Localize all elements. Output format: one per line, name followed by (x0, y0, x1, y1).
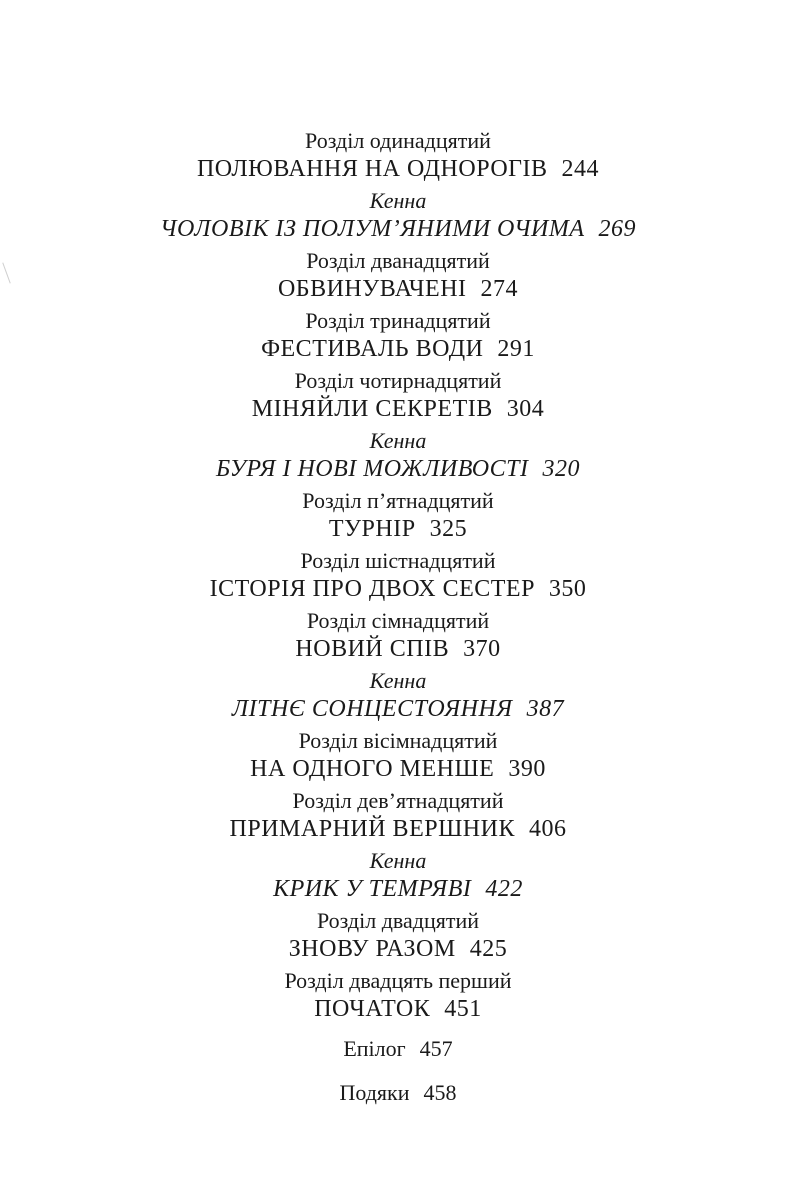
epilogue-label: Епілог (343, 1036, 406, 1061)
chapter-label: Розділ тринадцятий (305, 308, 491, 333)
chapter-title: ЗНОВУ РАЗОМ (288, 936, 456, 962)
chapter-title: ЛІТНЄ СОНЦЕСТОЯННЯ (231, 696, 513, 722)
chapter-title-line (0, 694, 796, 724)
chapter-title-line (0, 394, 796, 424)
chapter-title-line (0, 754, 796, 784)
page-number: 422 (485, 876, 523, 902)
chapter-label: Кенна (369, 668, 427, 693)
toc-entry (0, 188, 796, 244)
acknowledgements-label: Подяки (339, 1080, 410, 1105)
chapter-label: Розділ шістнадцятий (300, 548, 496, 573)
toc-entry (0, 908, 796, 964)
toc-entry (0, 848, 796, 904)
toc-entry (0, 368, 796, 424)
page-number: 320 (542, 456, 580, 482)
chapter-title: НОВИЙ СПІВ (295, 636, 450, 662)
chapter-title: ТУРНІР (328, 516, 416, 542)
page-number: 370 (463, 636, 501, 662)
chapter-title: ФЕСТИВАЛЬ ВОДИ (261, 336, 484, 362)
toc-entry (0, 128, 796, 184)
chapter-label: Розділ одинадцятий (305, 128, 491, 153)
chapter-title: ЧОЛОВІК ІЗ ПОЛУМ’ЯНИМИ ОЧИМА (160, 216, 585, 242)
chapter-title-line (0, 214, 796, 244)
chapter-title: ІСТОРІЯ ПРО ДВОХ СЕСТЕР (209, 576, 535, 602)
toc-entry (0, 668, 796, 724)
chapter-label: Розділ вісімнадцятий (298, 728, 498, 753)
chapter-title-line (0, 154, 796, 184)
chapter-title: ПОЧАТОК (314, 996, 431, 1022)
chapter-title: НА ОДНОГО МЕНШЕ (250, 756, 495, 782)
chapter-label: Розділ двадцять перший (284, 968, 512, 993)
chapter-label: Кенна (369, 428, 427, 453)
acknowledgements-line (0, 1078, 796, 1108)
page-number: 457 (419, 1036, 453, 1061)
page-number: 390 (508, 756, 546, 782)
chapter-title-line (0, 814, 796, 844)
chapter-title-line (0, 934, 796, 964)
chapter-label: Розділ чотирнадцятий (294, 368, 502, 393)
toc-entry (0, 728, 796, 784)
chapter-label: Розділ п’ятнадцятий (302, 488, 494, 513)
page-number: 304 (506, 396, 545, 422)
page-number: 425 (469, 936, 508, 962)
page-number: 406 (528, 816, 567, 842)
toc-entry (0, 788, 796, 844)
chapter-title-line (0, 334, 796, 364)
page-number: 458 (423, 1080, 457, 1105)
epilogue-line (0, 1034, 796, 1064)
page-number: 325 (429, 516, 468, 542)
chapter-title-line (0, 514, 796, 544)
chapter-label: Кенна (369, 848, 427, 873)
chapter-title: БУРЯ І НОВІ МОЖЛИВОСТІ (216, 456, 529, 482)
toc-entry (0, 308, 796, 364)
chapter-title: ОБВИНУВАЧЕНІ (277, 276, 467, 302)
toc-entry (0, 608, 796, 664)
chapter-title: ПОЛЮВАННЯ НА ОДНОРОГІВ (196, 156, 548, 182)
page-number: 291 (497, 336, 535, 362)
table-of-contents (0, 128, 796, 1108)
back-matter (0, 1034, 796, 1108)
chapter-label: Розділ двадцятий (316, 908, 480, 933)
chapter-title-line (0, 994, 796, 1024)
page-number: 274 (480, 276, 519, 302)
chapter-title: ПРИМАРНИЙ ВЕРШНИК (229, 816, 515, 842)
toc-entry (0, 548, 796, 604)
toc-entry (0, 488, 796, 544)
toc-entry (0, 428, 796, 484)
chapter-label: Розділ дванадцятий (306, 248, 490, 273)
chapter-title: МІНЯЙЛИ СЕКРЕТІВ (251, 396, 493, 422)
chapter-label: Розділ сімнадцятий (306, 608, 490, 633)
toc-entry (0, 968, 796, 1024)
page-number: 350 (548, 576, 587, 602)
chapter-title: КРИК У ТЕМРЯВІ (273, 876, 472, 902)
chapter-title-line (0, 574, 796, 604)
page-number: 269 (598, 216, 636, 242)
chapter-title-line (0, 454, 796, 484)
page-number: 387 (526, 696, 565, 722)
chapter-label: Кенна (369, 188, 427, 213)
page-number: 244 (561, 156, 600, 182)
chapter-title-line (0, 274, 796, 304)
toc-entry (0, 248, 796, 304)
page-number: 451 (444, 996, 482, 1022)
chapter-title-line (0, 634, 796, 664)
chapter-title-line (0, 874, 796, 904)
chapter-label: Розділ дев’ятнадцятий (292, 788, 504, 813)
